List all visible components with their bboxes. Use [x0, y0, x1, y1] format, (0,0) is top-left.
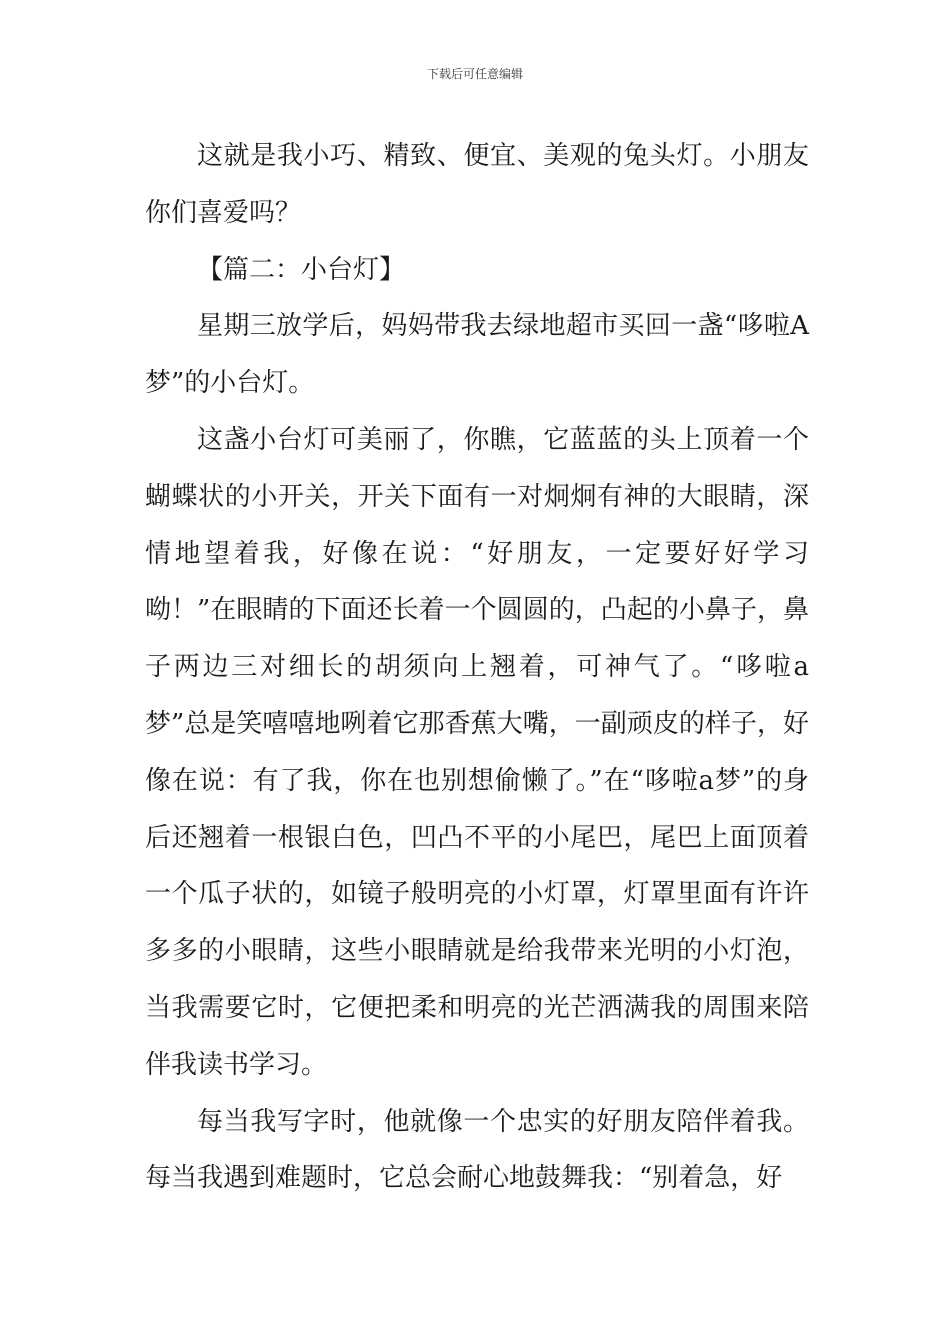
- section-heading: 【篇二：小台灯】: [197, 254, 406, 285]
- paragraph-rabbit-lamp-ending: 这就是我小巧、精致、便宜、美观的兔头灯。小朋友你们喜爱吗？: [145, 141, 809, 228]
- document-body: [145, 128, 809, 1207]
- page-header: 下载后可任意编辑: [426, 67, 523, 81]
- paragraph-intro: 星期三放学后，妈妈带我去绿地超市买回一盏“哆啦A梦”的小台灯。: [145, 311, 809, 399]
- paragraph-companion: 每当我写字时，他就像一个忠实的好朋友陪伴着我。每当我遇到难题时，它总会耐心地鼓舞我：“别着急，好: [145, 1106, 809, 1194]
- paragraph-description: 这盏小台灯可美丽了，你瞧，它蓝蓝的头上顶着一个蝴蝶状的小开关，开关下面有一对炯炯有神的大眼睛，深情地望着我，好像在说：“好朋友，一定要好好学习呦！”在眼睛的下面还长着一个圆圆的，凸起的小鼻子，鼻子两边三对细长的胡须向上翘着，可神气了。“哆啦a梦”总是笑嘻嘻地咧着它那香蕉大嘴，一副顽皮的样子，好像在说：有了我，你在也别想偷懒了。”在“哆啦a梦”的身后还翘着一根银白色，凹凸不平的小尾巴，尾巴上面顶着一个瓜子状的，如镜子般明亮的小灯罩，灯罩里面有许许多多的小眼睛，这些小眼睛就是给我带来光明的小灯泡，当我需要它时，它便把柔和明亮的光芒洒满我的周围来陪伴我读书学习。: [145, 424, 809, 1080]
